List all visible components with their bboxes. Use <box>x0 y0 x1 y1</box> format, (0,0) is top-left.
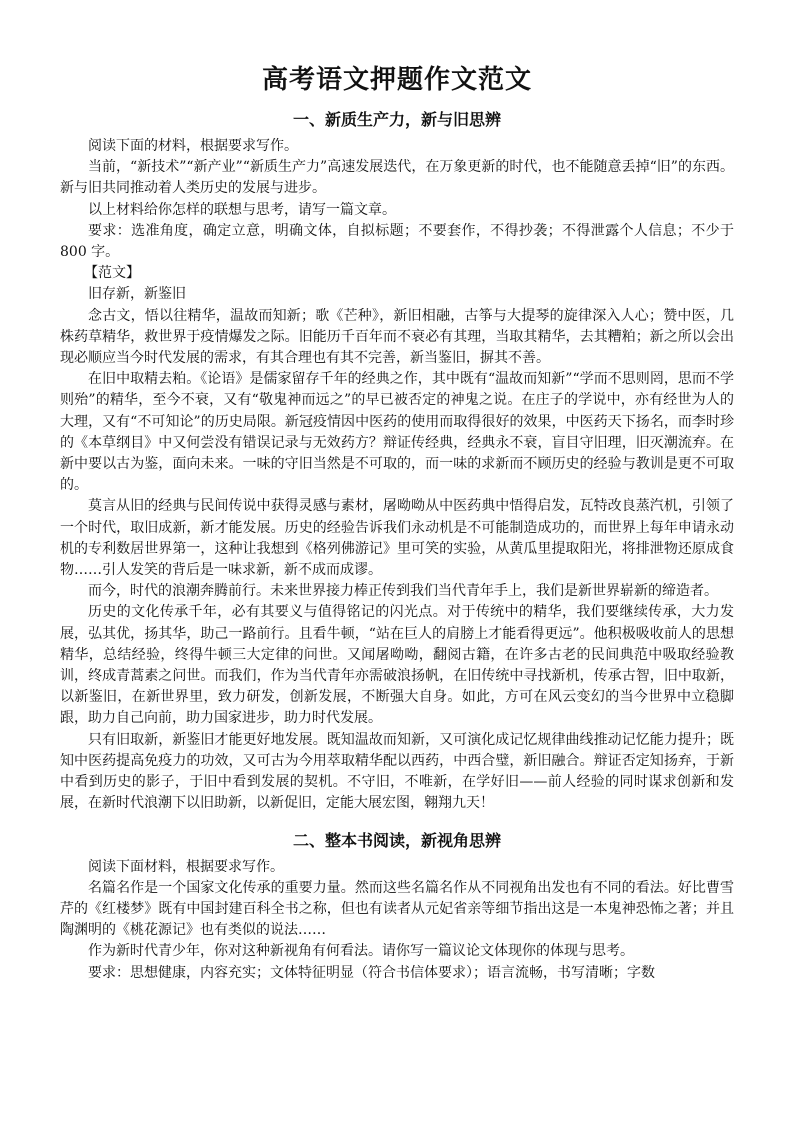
essay-paragraph: 念古文，悟以往精华，温故而知新；歌《芒种》，新旧相融，古筝与大提琴的旋律深入人心；赞中医，几株药草精华，救世界于疫情爆发之际。旧能历千百年而不衰必有其理，当取其精华，去其糟粕；新之所以会出现必顺应当今时代发展的需求，有其合理也有其不完善，新当鉴旧，摒其不善。 <box>60 307 734 367</box>
prompt-instruction: 阅读下面材料，根据要求写作。 <box>88 858 284 875</box>
document-title: 高考语文押题作文范文 <box>261 65 532 95</box>
essay-paragraph: 而今，时代的浪潮奔腾前行。未来世界接力棒正传到我们当代青年手上，我们是新世界崭新的缔造者。 <box>88 583 718 600</box>
prompt-instruction: 阅读下面的材料，根据要求写作。 <box>88 138 298 154</box>
document-page <box>60 62 734 984</box>
prompt-question: 以上材料给你怎样的联想与思考，请写一篇文章。 <box>88 201 396 218</box>
prompt-requirements: 要求：选准角度，确定立意，明确文体，自拟标题；不要套作，不得抄袭；不得泄露个人信息；不少于 800 字。 <box>60 222 734 261</box>
section-heading: 一、新质生产力，新与旧思辨 <box>292 110 501 129</box>
essay-paragraph: 只有旧取新，新鉴旧才能更好地发展。既知温故而知新，又可演化成记忆规律曲线推动记忆能力提升；既知中医药提高免疫力的功效，又可古为今用萃取精华配以西药，中西合璧，新旧融合。辩证否定知扬弃，于新中看到历史的影子，于旧中看到发展的契机。不守旧，不唯新，在学好旧——前人经验的同时谋求创新和发展，在新时代浪潮下以旧助新，以新促旧，定能大展宏图，翱翔九天！ <box>60 731 734 812</box>
section-heading: 二、整本书阅读，新视角思辨 <box>292 830 501 850</box>
essay-paragraph: 历史的文化传承千年，必有其要义与值得铭记的闪光点。对于传统中的精华，我们要继续传承，大力发展，弘其优，扬其华，助己一路前行。且看牛顿，“站在巨人的肩膀上才能看得更远”。他积极吸收前人的思想精华，总结经验，终得牛顿三大定律的问世。又闻屠呦呦，翻阅古籍，在许多古老的民间典范中吸取经验教训，终成青蒿素之问世。而我们，作为当代青年亦需破浪扬帆，在旧传统中寻找新机，传承古智，旧中取新，以新鉴旧，在新世界里，致力研发，创新发展，不断强大自身。如此，方可在风云变幻的当今世界中立稳脚跟，助力自己向前，助力国家进步，助力时代发展。 <box>60 604 734 727</box>
prompt-material: 当前，“新技术”“新产业”“新质生产力”高速发展迭代，在万象更新的时代，也不能随意丢掉“旧”的东西。新与旧共同推动着人类历史的发展与进步。 <box>60 159 734 197</box>
essay-paragraph: 在旧中取精去粕。《论语》是儒家留存千年的经典之作，其中既有“温故而知新”“学而不思则罔，思而不学则殆”的精华，至今不衰，又有“敬鬼神而远之”的早已被否定的神鬼之说。在庄子的学说中，亦有经世为人的大理，又有“不可知论”的历史局限。新冠疫情因中医药的使用而取得很好的效果，中医药天下扬名，而李时珍的《本草纲目》中又何尝没有错误记录与无效药方？辩证传经典，经典永不衰，盲目守旧理，旧灭潮流弃。在新中要以古为鉴，面向未来。一味的守旧当然是不可取的，而一味的求新而不顾历史的经验与教训是更不可取的。 <box>60 371 734 494</box>
sample-essay-label: 【范文】 <box>84 265 140 282</box>
essay-title: 旧存新，新鉴旧 <box>88 286 186 303</box>
prompt-requirements: 要求：思想健康，内容充实；文体特征明显（符合书信体要求）；语言流畅，书写清晰；字数 <box>88 964 655 981</box>
section-whole-book-reading <box>60 829 734 984</box>
prompt-material: 名篇名作是一个国家文化传承的重要力量。然而这些名篇名作从不同视角出发也有不同的看法。好比曹雪芹的《红楼梦》既有中国封建百科全书之称，但也有读者从元妃省亲等细节指出这是一本鬼神恐怖之著；并且陶渊明的《桃花源记》也有类似的说法…… <box>60 879 734 939</box>
section-new-old <box>60 108 734 815</box>
prompt-question: 作为新时代青少年，你对这种新视角有何看法。请你写一篇议论文体现你的体现与思考。 <box>88 943 634 960</box>
essay-paragraph: 莫言从旧的经典与民间传说中获得灵感与素材，屠呦呦从中医药典中悟得启发，瓦特改良蒸汽机，引领了一个时代，取旧成新，新才能发展。历史的经验告诉我们永动机是不可能制造成功的，而世界上每年申请永动机的专利数居世界第一，这种让我想到《格列佛游记》里可笑的实验，从黄瓜里提取阳光，将排泄物还原成食物……引人发笑的背后是一味求新，新不成而成谬。 <box>60 498 734 579</box>
